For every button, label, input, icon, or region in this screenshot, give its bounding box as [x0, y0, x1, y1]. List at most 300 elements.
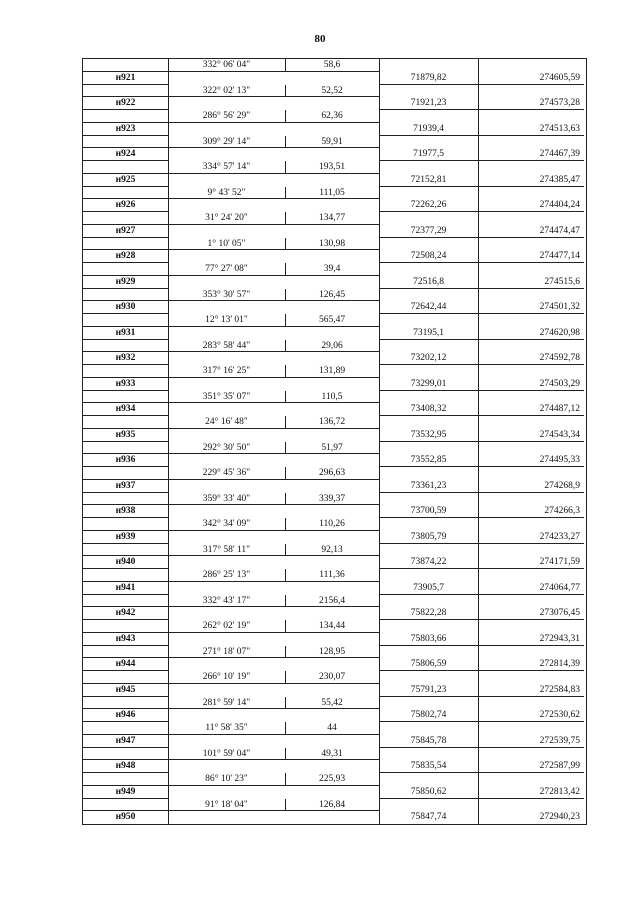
point-row [83, 378, 586, 391]
x-coordinate-cell: 71939,4 [413, 123, 444, 134]
point-id-cell: н925 [115, 174, 136, 185]
bearing-angle-cell: 229° 45' 36" [202, 468, 251, 478]
segment-row [83, 646, 586, 659]
point-row [83, 301, 586, 314]
x-coordinate-cell: 75802,74 [410, 710, 447, 721]
bearing-angle-cell [168, 760, 285, 773]
y-coordinate-cell: 272584,83 [539, 684, 580, 695]
y-coordinate-cell [478, 697, 584, 710]
distance-cell [285, 735, 379, 748]
distance-cell: 134,44 [318, 621, 346, 631]
point-row [83, 531, 586, 544]
y-coordinate-cell: 274543,34 [539, 429, 580, 440]
x-coordinate-cell [379, 671, 478, 684]
distance-cell [285, 582, 379, 595]
y-coordinate-cell [478, 238, 584, 251]
segment-row [83, 544, 586, 557]
point-id-cell: н941 [115, 582, 136, 593]
x-coordinate-cell [379, 595, 478, 608]
x-coordinate-cell [379, 569, 478, 582]
point-id-cell: н934 [115, 404, 136, 415]
y-coordinate-cell [478, 442, 584, 455]
bearing-angle-cell [168, 97, 285, 110]
x-coordinate-cell [379, 110, 478, 123]
x-coordinate-cell: 75791,23 [410, 684, 447, 695]
x-coordinate-cell [379, 799, 478, 812]
bearing-angle-cell [168, 123, 285, 136]
point-id-cell [83, 748, 168, 761]
x-coordinate-cell [379, 620, 478, 633]
distance-cell [285, 97, 379, 110]
bearing-angle-cell [168, 199, 285, 212]
distance-cell [285, 301, 379, 314]
bearing-angle-cell: 283° 58' 44" [202, 340, 251, 351]
bearing-angle-cell [168, 582, 285, 595]
x-coordinate-cell [379, 773, 478, 786]
segment-row [83, 595, 586, 608]
x-coordinate-cell: 72516,8 [413, 276, 444, 287]
distance-cell: 296,63 [318, 468, 346, 478]
bearing-angle-cell: 271° 18' 07" [202, 646, 251, 657]
y-coordinate-cell [478, 85, 584, 98]
y-coordinate-cell [478, 722, 584, 735]
distance-cell: 193,51 [318, 162, 346, 172]
point-row [83, 709, 586, 722]
page-number: 80 [314, 33, 326, 45]
point-id-cell [83, 136, 168, 149]
y-coordinate-cell: 273076,45 [539, 608, 580, 619]
y-coordinate-cell: 272814,39 [539, 659, 580, 670]
point-row [83, 684, 586, 697]
bearing-angle-cell [168, 250, 285, 263]
y-coordinate-cell: 274477,14 [539, 251, 580, 262]
point-row [83, 174, 586, 187]
distance-cell: 128,95 [318, 646, 346, 657]
bearing-angle-cell: 77° 27' 08" [205, 264, 248, 274]
segment-row [83, 569, 586, 582]
x-coordinate-cell: 72377,29 [410, 225, 447, 236]
y-coordinate-cell: 274266,3 [544, 506, 580, 517]
y-coordinate-cell [478, 187, 584, 200]
bearing-angle-cell [168, 633, 285, 646]
bearing-angle-cell: 91° 18' 04" [205, 799, 248, 810]
distance-cell [285, 480, 379, 493]
segment-row [83, 365, 586, 378]
x-coordinate-cell [379, 646, 478, 659]
point-id-cell [83, 493, 168, 506]
y-coordinate-cell: 274404,24 [539, 200, 580, 211]
distance-cell: 52,52 [321, 85, 343, 96]
point-id-cell: н931 [115, 327, 136, 338]
point-id-cell [83, 671, 168, 684]
x-coordinate-cell [379, 722, 478, 735]
point-id-cell [83, 212, 168, 225]
x-coordinate-cell: 75850,62 [410, 786, 447, 797]
segment-row [83, 697, 586, 710]
y-coordinate-cell: 274503,29 [539, 378, 580, 389]
segment-row [83, 110, 586, 123]
segment-row [83, 314, 586, 327]
x-coordinate-cell: 75835,54 [410, 761, 447, 772]
point-id-cell: н926 [115, 200, 136, 211]
bearing-angle-cell: 322° 02' 13" [202, 85, 251, 96]
x-coordinate-cell: 73552,85 [410, 455, 447, 466]
x-coordinate-cell [379, 544, 478, 557]
y-coordinate-cell [478, 799, 584, 812]
bearing-angle-cell: 353° 30' 57" [202, 289, 251, 300]
distance-cell [285, 327, 379, 340]
bearing-angle-cell [168, 505, 285, 518]
x-coordinate-cell: 73532,95 [410, 429, 447, 440]
distance-cell [285, 276, 379, 289]
x-coordinate-cell [379, 442, 478, 455]
point-id-cell [83, 620, 168, 633]
distance-cell [285, 811, 379, 824]
point-id-cell [83, 85, 168, 98]
bearing-angle-cell [168, 811, 285, 824]
point-id-cell [83, 416, 168, 429]
distance-cell: 39,4 [323, 264, 341, 274]
y-coordinate-cell: 274064,77 [539, 582, 580, 593]
point-id-cell [83, 110, 168, 123]
bearing-angle-cell: 1° 10' 05" [207, 238, 246, 249]
y-coordinate-cell: 274467,39 [539, 149, 580, 160]
bearing-angle-cell [168, 658, 285, 671]
distance-cell [285, 633, 379, 646]
y-coordinate-cell: 274515,6 [544, 276, 580, 287]
point-id-cell: н922 [115, 98, 136, 109]
bearing-angle-cell [168, 531, 285, 544]
x-coordinate-cell: 73874,22 [410, 557, 447, 568]
segment-row [83, 671, 586, 684]
x-coordinate-cell: 73299,01 [410, 378, 447, 389]
distance-cell [285, 760, 379, 773]
point-id-cell [83, 569, 168, 582]
bearing-angle-cell: 332° 06' 04" [202, 60, 251, 70]
x-coordinate-cell [379, 314, 478, 327]
bearing-angle-cell: 281° 59' 14" [202, 697, 251, 708]
bearing-angle-cell: 31° 24' 20" [205, 213, 248, 223]
point-id-cell [83, 365, 168, 378]
point-row [83, 250, 586, 263]
segment-row [83, 620, 586, 633]
bearing-angle-cell [168, 735, 285, 748]
x-coordinate-cell: 71977,5 [413, 149, 444, 160]
y-coordinate-cell [478, 263, 584, 276]
y-coordinate-cell [478, 340, 584, 353]
point-id-cell: н937 [115, 480, 136, 491]
point-id-cell: н927 [115, 225, 136, 236]
y-coordinate-cell: 272940,23 [539, 812, 580, 823]
coordinates-table [82, 58, 587, 825]
distance-cell: 110,26 [319, 519, 345, 529]
segment-row [83, 212, 586, 225]
distance-cell: 111,05 [319, 187, 345, 198]
y-coordinate-cell: 274495,33 [539, 455, 580, 466]
y-coordinate-cell [478, 365, 584, 378]
bearing-angle-cell: 332° 43' 17" [202, 595, 251, 606]
x-coordinate-cell: 73408,32 [410, 404, 447, 415]
y-coordinate-cell [478, 391, 584, 404]
bearing-angle-cell: 317° 16' 25" [202, 366, 251, 376]
point-row [83, 123, 586, 136]
segment-row [83, 493, 586, 506]
segment-row [83, 391, 586, 404]
y-coordinate-cell: 274592,78 [539, 353, 580, 364]
distance-cell: 44 [327, 723, 337, 733]
segment-row [83, 58, 586, 72]
point-id-cell: н933 [115, 378, 136, 389]
bearing-angle-cell: 359° 33' 40" [202, 493, 251, 504]
distance-cell [285, 403, 379, 416]
bearing-angle-cell: 9° 43' 52" [207, 187, 246, 198]
point-row [83, 633, 586, 646]
point-id-cell: н921 [115, 72, 136, 83]
point-id-cell: н938 [115, 506, 136, 517]
x-coordinate-cell [379, 467, 478, 480]
point-row [83, 352, 586, 365]
x-coordinate-cell [379, 365, 478, 378]
y-coordinate-cell [478, 467, 584, 480]
distance-cell [285, 123, 379, 136]
distance-cell: 110,5 [321, 391, 343, 402]
y-coordinate-cell: 274501,32 [539, 302, 580, 313]
y-coordinate-cell: 272530,62 [539, 710, 580, 721]
y-coordinate-cell: 274268,9 [544, 480, 580, 491]
distance-cell [285, 454, 379, 467]
x-coordinate-cell: 71879,82 [410, 72, 447, 83]
point-row [83, 735, 586, 748]
distance-cell [285, 199, 379, 212]
distance-cell [285, 225, 379, 238]
y-coordinate-cell: 274474,47 [539, 225, 580, 236]
y-coordinate-cell: 274171,59 [539, 557, 580, 568]
point-row [83, 199, 586, 212]
distance-cell: 51,97 [321, 442, 343, 453]
distance-cell: 126,84 [318, 799, 346, 810]
distance-cell: 131,89 [318, 366, 346, 376]
distance-cell [285, 429, 379, 442]
y-coordinate-cell [478, 569, 584, 582]
x-coordinate-cell [379, 697, 478, 710]
distance-cell [285, 709, 379, 722]
bearing-angle-cell: 317° 58' 11" [202, 544, 251, 555]
bearing-angle-cell: 286° 56' 29" [202, 111, 251, 121]
segment-row [83, 748, 586, 761]
segment-row [83, 161, 586, 174]
point-id-cell: н928 [115, 251, 136, 262]
x-coordinate-cell [379, 136, 478, 149]
x-coordinate-cell: 73361,23 [410, 480, 447, 491]
bearing-angle-cell: 266° 10' 19" [202, 672, 251, 682]
y-coordinate-cell: 272587,99 [539, 761, 580, 772]
bearing-angle-cell: 24° 16' 48" [205, 417, 248, 427]
point-id-cell: н945 [115, 684, 136, 695]
point-id-cell [83, 263, 168, 276]
distance-cell [285, 72, 379, 85]
point-id-cell: н935 [115, 429, 136, 440]
x-coordinate-cell [379, 161, 478, 174]
distance-cell [285, 556, 379, 569]
bearing-angle-cell [168, 786, 285, 799]
point-id-cell: н940 [115, 557, 136, 568]
distance-cell: 230,07 [318, 672, 346, 682]
point-row [83, 225, 586, 238]
y-coordinate-cell [478, 416, 584, 429]
x-coordinate-cell: 72152,81 [410, 174, 447, 185]
x-coordinate-cell: 71921,23 [410, 98, 447, 109]
distance-cell [285, 786, 379, 799]
point-id-cell: н943 [115, 633, 136, 644]
distance-cell: 59,91 [321, 136, 343, 147]
y-coordinate-cell [478, 748, 584, 761]
point-id-cell: н924 [115, 149, 136, 160]
x-coordinate-cell [379, 340, 478, 353]
y-coordinate-cell: 274385,47 [539, 174, 580, 185]
segment-row [83, 518, 586, 531]
x-coordinate-cell: 75806,59 [410, 659, 447, 670]
x-coordinate-cell: 72642,44 [410, 302, 447, 313]
point-id-cell [83, 442, 168, 455]
point-row [83, 148, 586, 161]
distance-cell: 29,06 [321, 340, 343, 351]
bearing-angle-cell: 12° 13' 01" [205, 315, 248, 325]
y-coordinate-cell [478, 289, 584, 302]
point-id-cell: н930 [115, 302, 136, 313]
segment-row [83, 722, 586, 735]
point-row [83, 760, 586, 773]
distance-cell: 111,36 [319, 570, 345, 580]
distance-cell [285, 684, 379, 697]
segment-row [83, 85, 586, 98]
point-id-cell: н932 [115, 353, 136, 364]
distance-cell: 136,72 [318, 417, 346, 427]
bearing-angle-cell: 292° 30' 50" [202, 442, 251, 453]
bearing-angle-cell [168, 174, 285, 187]
bearing-angle-cell [168, 225, 285, 238]
segment-row [83, 773, 586, 786]
distance-cell: 55,42 [321, 697, 343, 708]
bearing-angle-cell [168, 403, 285, 416]
x-coordinate-cell: 73202,12 [410, 353, 447, 364]
y-coordinate-cell [478, 212, 584, 225]
x-coordinate-cell [379, 263, 478, 276]
bearing-angle-cell [168, 480, 285, 493]
distance-cell: 126,45 [318, 289, 346, 300]
y-coordinate-cell: 274513,63 [539, 123, 580, 134]
x-coordinate-cell [379, 416, 478, 429]
distance-cell: 92,13 [321, 544, 343, 555]
point-row [83, 72, 586, 85]
y-coordinate-cell [478, 493, 584, 506]
y-coordinate-cell: 272943,31 [539, 633, 580, 644]
distance-cell [285, 658, 379, 671]
point-id-cell [83, 314, 168, 327]
point-id-cell: н949 [115, 786, 136, 797]
bearing-angle-cell [168, 148, 285, 161]
bearing-angle-cell: 334° 57' 14" [202, 162, 251, 172]
y-coordinate-cell: 272539,75 [539, 735, 580, 746]
distance-cell [285, 607, 379, 620]
point-id-cell [83, 161, 168, 174]
point-id-cell: н936 [115, 455, 136, 466]
distance-cell: 134,77 [318, 213, 346, 223]
bearing-angle-cell: 262° 02' 19" [202, 621, 251, 631]
point-row [83, 327, 586, 340]
bearing-angle-cell [168, 607, 285, 620]
point-id-cell [83, 646, 168, 659]
y-coordinate-cell [478, 773, 584, 786]
segment-row [83, 263, 586, 276]
bearing-angle-cell [168, 709, 285, 722]
bearing-angle-cell: 351° 35' 07" [202, 391, 251, 402]
bearing-angle-cell [168, 276, 285, 289]
x-coordinate-cell [379, 748, 478, 761]
y-coordinate-cell: 274487,12 [539, 404, 580, 415]
distance-cell: 49,31 [321, 748, 343, 759]
x-coordinate-cell: 72262,26 [410, 200, 447, 211]
distance-cell: 225,93 [318, 774, 346, 784]
point-id-cell [83, 697, 168, 710]
point-id-cell: н948 [115, 761, 136, 772]
point-id-cell [83, 187, 168, 200]
point-id-cell [83, 595, 168, 608]
bearing-angle-cell [168, 352, 285, 365]
y-coordinate-cell: 274605,59 [539, 72, 580, 83]
point-id-cell: н947 [115, 735, 136, 746]
segment-row [83, 187, 586, 200]
point-id-cell: н929 [115, 276, 136, 287]
distance-cell [285, 505, 379, 518]
x-coordinate-cell: 75822,28 [410, 608, 447, 619]
point-row [83, 582, 586, 595]
point-row [83, 480, 586, 493]
x-coordinate-cell: 72508,24 [410, 251, 447, 262]
segment-row [83, 467, 586, 480]
bearing-angle-cell: 309° 29' 14" [202, 136, 251, 147]
distance-cell: 565,47 [318, 315, 346, 325]
bearing-angle-cell [168, 72, 285, 85]
segment-row [83, 136, 586, 149]
distance-cell: 58,6 [323, 60, 341, 70]
bearing-angle-cell [168, 327, 285, 340]
y-coordinate-cell [478, 595, 584, 608]
x-coordinate-cell: 73700,59 [410, 506, 447, 517]
y-coordinate-cell [478, 161, 584, 174]
point-row [83, 658, 586, 671]
bearing-angle-cell: 11° 58' 35" [205, 723, 248, 733]
point-id-cell [83, 238, 168, 251]
x-coordinate-cell [379, 238, 478, 251]
distance-cell [285, 148, 379, 161]
segment-row [83, 340, 586, 353]
segment-row [83, 416, 586, 429]
point-row [83, 607, 586, 620]
point-id-cell [83, 467, 168, 480]
x-coordinate-cell: 75845,78 [410, 735, 447, 746]
distance-cell: 339,37 [318, 493, 346, 504]
point-row [83, 786, 586, 799]
x-coordinate-cell: 73195,1 [413, 327, 444, 338]
point-id-cell: н923 [115, 123, 136, 134]
x-coordinate-cell: 75803,66 [410, 633, 447, 644]
point-id-cell [83, 518, 168, 531]
y-coordinate-cell [478, 136, 584, 149]
segment-row [83, 289, 586, 302]
y-coordinate-cell [478, 59, 584, 72]
segment-row [83, 238, 586, 251]
x-coordinate-cell [379, 518, 478, 531]
